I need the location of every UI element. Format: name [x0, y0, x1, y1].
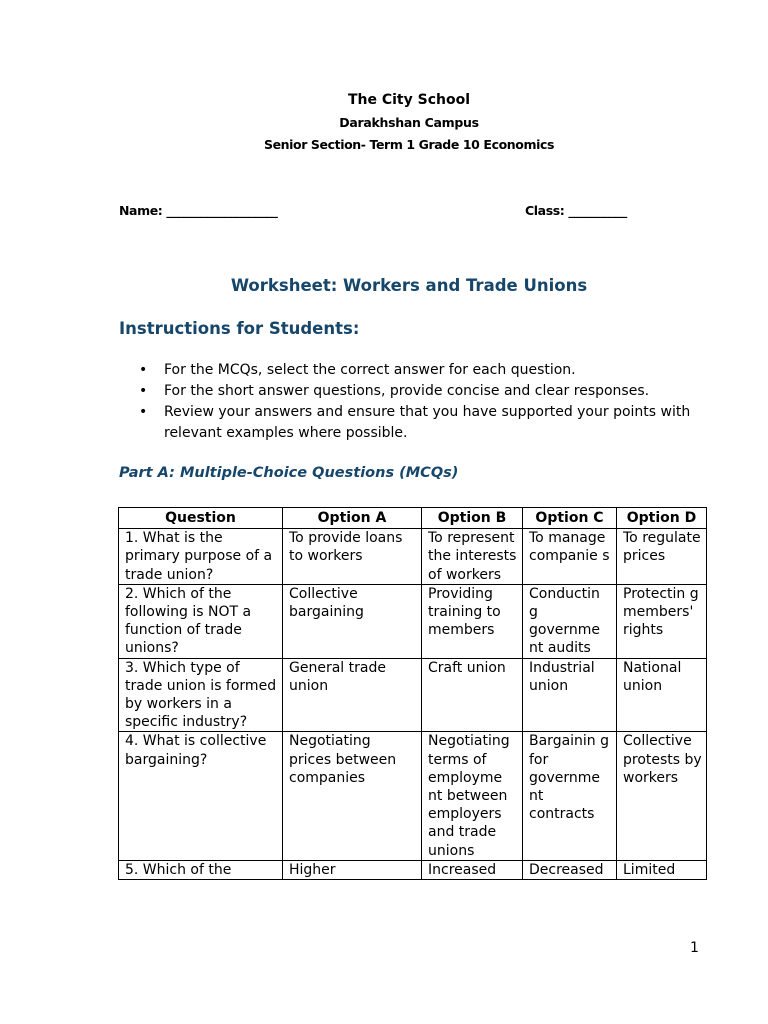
table-row [119, 584, 707, 658]
option-cell: National union [617, 658, 707, 732]
column-header: Option B [422, 508, 523, 529]
table-row [119, 658, 707, 732]
option-cell: Collective bargaining [283, 584, 422, 658]
instructions-list [119, 360, 719, 444]
table-row [119, 732, 707, 860]
part-a-heading: Part A: Multiple-Choice Questions (MCQs) [119, 465, 459, 481]
question-cell: 3. Which type of trade union is formed by workers in a specific industry? [119, 658, 283, 732]
question-cell: 4. What is collective bargaining? [119, 732, 283, 860]
option-cell: Conductin g governme nt audits [523, 584, 617, 658]
question-cell: 5. Which of the [119, 860, 283, 879]
option-cell: Protectin g members' rights [617, 584, 707, 658]
list-item [119, 381, 719, 402]
bullet-icon: • [139, 404, 148, 420]
table-row [119, 529, 707, 585]
option-cell: General trade union [283, 658, 422, 732]
column-header: Option D [617, 508, 707, 529]
option-cell: To regulate prices [617, 529, 707, 585]
option-cell: Collective protests by workers [617, 732, 707, 860]
option-cell: To manage companie s [523, 529, 617, 585]
mcq-table [118, 507, 707, 880]
instruction-text: For the MCQs, select the correct answer for each question. [164, 362, 576, 378]
column-header: Option A [283, 508, 422, 529]
instructions-heading: Instructions for Students: [119, 319, 360, 338]
table-header-row [119, 508, 707, 529]
class-field: Class: __________ [525, 203, 627, 218]
column-header: Question [119, 508, 283, 529]
column-header: Option C [523, 508, 617, 529]
option-cell: Higher [283, 860, 422, 879]
option-cell: To provide loans to workers [283, 529, 422, 585]
list-item [119, 360, 719, 381]
school-name: The City School [347, 92, 471, 108]
bullet-icon: • [139, 362, 148, 378]
page-number: 1 [690, 940, 699, 956]
option-cell: Negotiating prices between companies [283, 732, 422, 860]
question-cell: 1. What is the primary purpose of a trade union? [119, 529, 283, 585]
option-cell: Increased [422, 860, 523, 879]
name-field: Name: ___________________ [119, 203, 278, 218]
worksheet-title: Worksheet: Workers and Trade Unions [230, 276, 588, 295]
option-cell: Industrial union [523, 658, 617, 732]
question-cell: 2. Which of the following is NOT a function of trade unions? [119, 584, 283, 658]
option-cell: To represent the interests of workers [422, 529, 523, 585]
instruction-text: Review your answers and ensure that you have supported your points with relevant examples where possible. [164, 404, 691, 441]
option-cell: Craft union [422, 658, 523, 732]
option-cell: Limited [617, 860, 707, 879]
bullet-icon: • [139, 383, 148, 399]
option-cell: Negotiating terms of employme nt between employers and trade unions [422, 732, 523, 860]
campus-name: Darakhshan Campus [339, 115, 479, 130]
option-cell: Bargainin g for governme nt contracts [523, 732, 617, 860]
option-cell: Providing training to members [422, 584, 523, 658]
list-item [119, 402, 719, 444]
table-row [119, 860, 707, 879]
course-section: Senior Section- Term 1 Grade 10 Economics [263, 137, 555, 152]
instruction-text: For the short answer questions, provide concise and clear responses. [164, 383, 650, 399]
option-cell: Decreased [523, 860, 617, 879]
